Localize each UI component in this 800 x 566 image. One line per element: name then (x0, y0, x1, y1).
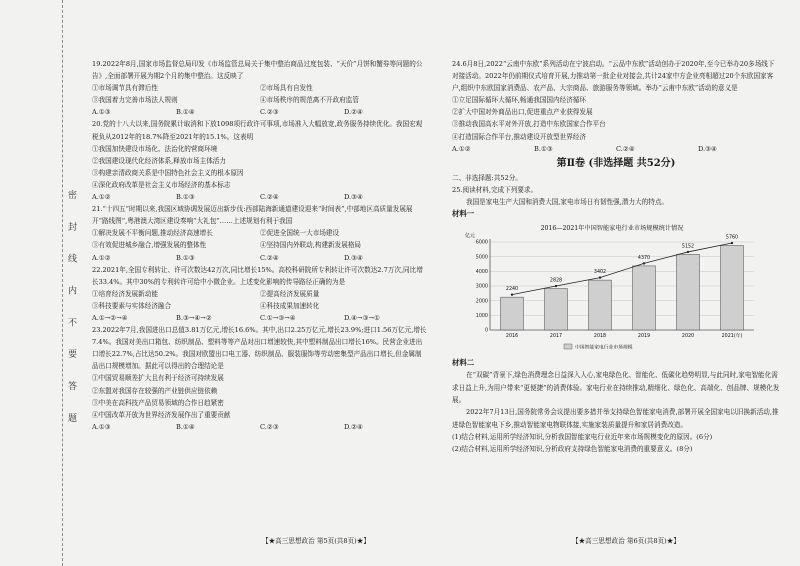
chart-y-tick-label: 3000 (475, 285, 488, 291)
chart-x-tick-label: 2017 (549, 334, 563, 340)
q21-choice-b: B.①③ (176, 253, 195, 262)
q22-choice-a: A.①→②→④ (92, 313, 128, 322)
q19-option: ①市场调节具有滞后性 (92, 84, 158, 93)
sub-question-1: (1)结合材料,运用所学经济知识,分析我国智能家电行业近年来市场规模变化的原因。(6分) (452, 432, 713, 441)
part2-subtitle: 二、非选择题:共52分。 (452, 173, 522, 182)
chart-value-label: 5152 (681, 244, 695, 250)
q21-choices (92, 252, 428, 264)
chart-value-label: 3402 (593, 270, 607, 276)
q19-choice-a: A.①③ (92, 108, 111, 117)
q20-choice-c: C.②④ (260, 193, 279, 202)
q19-choice-b: B.①④ (176, 108, 195, 117)
q19-option: ②市场具有自发性 (260, 84, 313, 93)
chart-y-tick-label: 4000 (475, 270, 488, 276)
q20-choice-b: B.①③ (176, 193, 195, 202)
q24-choice-d: D.③④ (698, 144, 717, 153)
chart-x-tick-label: 2021(年) (721, 334, 743, 340)
q24-choice-a: A.①② (452, 144, 471, 153)
chart-bar (721, 246, 744, 330)
chart-x-tick-label: 2018 (593, 334, 607, 340)
q24-stem: 24.6月8日,2022“云南中东欧”系列活动在宁波启动。“云品中东欧”活动创办于2020年,至今已举办20多场线下对接活动。2022年仍前期仪式培育开展,力推动第一批企业对接会,共计24家中方企业亮相超过20个东欧国家客户,组织中东欧国家消费品、农产品、大宗商品、旅游服务等领域。举办“云甫中东欧”活动的意义是 (452, 60, 775, 93)
q23-stem: 23.2022年7月,我国进出口总值3.81万亿元,增长16.6%。其中,出口2.25万亿元,增长23.9%;进口1.56万亿元,增长7.4%。我国对美出口箱包、纺织制品、塑料等等产品对出口增速较快,其中塑料制品出口增长16%。民营企业进出口增长22.7%,占比达50.2%。我国对欧盟出口电工器、纺织制品、服装服饰等劳动密集型产品出口增长,但金属制品出口规模增加。据此可以得出的合理结论是 (92, 326, 427, 371)
q24-option: ①立足国际循环大循环,畅通我国国内经济循环 (452, 96, 586, 105)
q23-choices (92, 421, 428, 433)
chart-bar (545, 289, 568, 330)
q19-choices (92, 106, 428, 118)
chart-trend-point (687, 251, 689, 253)
q24-option: ②扩大中国对外商品出口,促进重点产业获得发展 (452, 108, 593, 117)
q21-choice-c: C.②④ (260, 253, 279, 262)
chart-x-tick-label: 2016 (505, 334, 519, 340)
q22-option: ④科技成果加速转化 (260, 301, 320, 310)
q21-choice-d: D.③④ (344, 253, 363, 262)
chart-trend-point (731, 242, 733, 244)
q21-choice-a: A.①② (92, 253, 111, 262)
chart-bar (633, 266, 656, 330)
q22-choices (92, 312, 428, 324)
q21-stem: 21.“十四五”时期以来,我国区域协调发展迈出新步伐:西部陆海新通道建设迎来“时间表”,中部地区高质量发展展开“路线图”,粤港澳大湾区建设奏响“大礼包”……上述规划有利于我国 (92, 205, 413, 226)
q20-option: ①我国加快建设市场化、法治化的营商环境 (92, 144, 218, 153)
q23-option: ②东盟对我国存在较强的产业链供应链依赖 (92, 386, 218, 395)
chart-x-tick-label: 2019 (637, 334, 651, 340)
q19-options-row1 (92, 82, 428, 94)
chart-trend-point (599, 277, 601, 279)
q20-option: ③构建亲清政商关系是中国特色社会主义的根本原因 (92, 168, 244, 177)
q22-options-row1 (92, 288, 428, 300)
chart-y-tick-label: 2000 (475, 299, 488, 305)
footer-right: 【★高三思想政治 第6页(共8页)★】 (572, 537, 680, 545)
q21-options-row1 (92, 227, 428, 239)
q24-option: ③推动我国高水平对外开放,打造中东欧国家合作平台 (452, 120, 606, 129)
sub-question-2: (2)结合材料,运用所学经济知识,分析政府支持绿色智能家电消费的重要意义。(8分) (452, 445, 693, 453)
chart-y-tick-label: 0 (484, 329, 488, 335)
chart-y-tick-label: 6000 (475, 241, 488, 247)
q23-option: ①中国贸易顺差扩大且有利于经济可持续发展 (92, 374, 224, 383)
q20-option: ④深化政府改革是社会主义市场经济的基本标志 (92, 180, 231, 189)
chart-svg (462, 222, 762, 354)
q23-choice-a: A.①③ (92, 422, 111, 431)
chart-bar (677, 255, 700, 331)
q20-stem: 20.党的十八大以来,国务院累计取消和下放1098项行政许可事项,市场准入大幅放宽,政务服务持续优化。我国宏观税负从2012年的18.7%降至2021年的15.1%。这表明 (92, 120, 423, 141)
q23-option: ④中国改革开放为世界经济发展作出了重要贡献 (92, 410, 231, 419)
q20-option: ②我国建设现代化经济体系,释放市场主体活力 (92, 156, 226, 165)
q22-choice-c: C.①→③→④ (260, 313, 296, 322)
q20-choice-d: D.③④ (344, 193, 363, 202)
q22-choice-d: D.④→③→① (344, 313, 380, 322)
q20-choices (92, 191, 428, 203)
chart-value-label: 4370 (637, 256, 651, 262)
q22-options-row2 (92, 300, 428, 312)
chart-y-tick-label: 5000 (475, 255, 488, 261)
q21-option: ①解决发展不平衡问题,推动经济高速增长 (92, 229, 213, 238)
chart-trend-point (511, 294, 513, 296)
chart-legend-swatch (564, 344, 572, 349)
intro-text: 我国是家电生产大国和消费大国,家电市场日有韧性强,潜力大的特点。 (466, 197, 669, 206)
q20-choice-a: A.①② (92, 193, 111, 202)
q19-choice-d: D.②④ (344, 108, 363, 117)
q19-option: ③我国着力完善市场法人规则 (92, 96, 178, 105)
q24-option: ④打造国际合作平台,推动建设开放型世界经济 (452, 132, 586, 141)
q19-choice-c: C.②③ (260, 108, 279, 117)
material-1-label: 材料一 (452, 209, 475, 219)
q23-choice-b: B.①④ (176, 422, 195, 431)
q21-option: ③有效促进城乡融合,增强发展的整体性 (92, 241, 207, 250)
chart-y-unit: 亿元 (465, 233, 476, 240)
q23-choice-c: C.②③ (260, 422, 279, 431)
material-2-paragraph-2: 2022年7月13日,国务院常务会议提出要多措并举支持绿色智能家电消费,部署开展全国家电以旧换新活动,推进绿色智能家电下乡,推动智能家电物联体接,实施家装质量提升和家居消费改造。 (452, 408, 779, 429)
chart-y-tick-label: 1000 (475, 314, 488, 320)
chart-value-label: 5760 (725, 235, 739, 241)
q23-choice-d: D.②④ (344, 422, 363, 431)
q22-option: ②提高经济发展质量 (260, 289, 320, 298)
q19-stem: 19.2022年8月,国家市场监督总局印发《市场监管总局关于集中整治商品过度包装、“天价”月饼和蟹券等问题的公告》,全面部署开展为期2个月的集中整治。这反映了 (92, 60, 423, 81)
chart-x-tick-label: 2020 (681, 334, 695, 340)
q19-options-row2 (92, 94, 428, 106)
chart-legend-label: 中国智能家电行业市场规模 (575, 345, 633, 351)
right-column (452, 58, 780, 455)
q21-option: ④坚持国内外联动,构建新发展格局 (260, 241, 362, 250)
chart-trend-point (643, 263, 645, 265)
chart-bar (589, 280, 612, 330)
chart-value-label: 2240 (505, 287, 519, 293)
q19-option: ④市场秩序的规范离不开政府监管 (260, 96, 359, 105)
material-2-label: 材料二 (452, 358, 475, 368)
chart-title: 2016—2021年中国智能家电行业市场规模统计情况 (540, 225, 684, 233)
footer-left: 【★高三思想政治 第5页(共8页)★】 (262, 537, 370, 545)
chart-value-label: 2828 (549, 278, 563, 284)
binding-notice: 密 封 线 内 不 要 答 题 (66, 190, 76, 433)
chart-bar (501, 297, 524, 330)
q22-choice-b: B.③→④→② (176, 313, 212, 322)
q22-option: ③科技要素与实体经济融合 (92, 301, 172, 310)
chart-trend-point (555, 285, 557, 287)
material-2-paragraph-1: 在“双碳”背景下,绿色消费理念日益深入人心,家电绿色化、智能化、低碳化趋势明显,与此同时,家电智能化需求日益上升,为用户带来“更便捷”的消费体验。家电行业在持续推动,精细化、绿色化、高端化、创品牌、规模化发展。 (452, 371, 780, 405)
q22-stem: 22.2021年,全国专利转让、许可次数达42万次,同比增长15%。高校科研院所专利转让许可次数达2.7万次,同比增长33.4%。其中30%的专利转许可给中小微企业。上述变化影响的传导路径正确的为是 (92, 265, 423, 286)
left-column (92, 58, 428, 433)
q21-options-row2 (92, 239, 428, 251)
q24-choice-c: C.②④ (616, 144, 635, 153)
q25-stem: 25.阅读材料,完成下列要求。 (452, 185, 538, 194)
q21-option: ②促进全国统一大市场建设 (260, 229, 340, 238)
q23-option: ③中美在高科技产品贸易领域的合作日趋紧密 (92, 398, 224, 407)
q24-choices (452, 143, 780, 155)
part2-title: 第Ⅱ卷 (非选择题 共52分) (556, 157, 676, 169)
market-size-chart (462, 222, 762, 354)
q22-option: ①培育经济发展新动能 (92, 289, 158, 298)
q24-choice-b: B.①③ (534, 144, 553, 153)
